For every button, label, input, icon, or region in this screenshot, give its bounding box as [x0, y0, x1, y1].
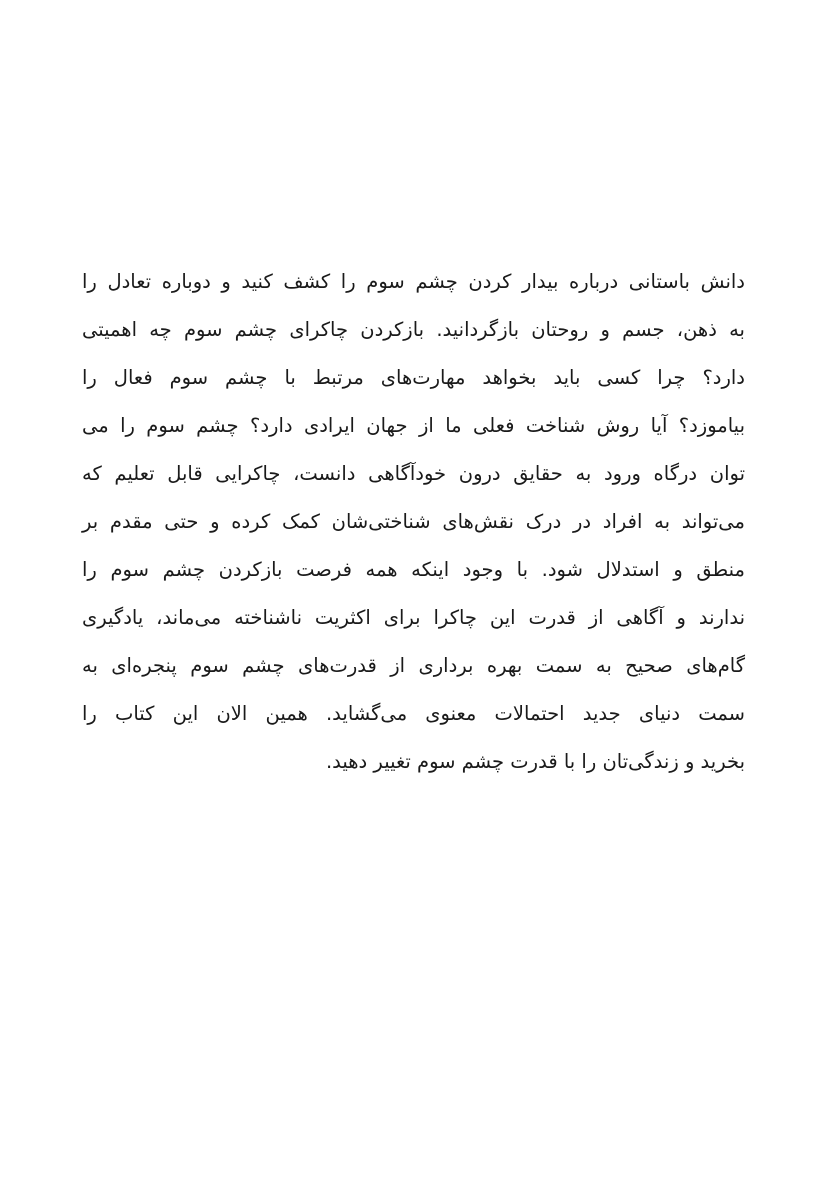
body-paragraph	[82, 258, 745, 786]
paragraph-line: به ذهن، جسم و روحتان بازگردانید. بازکردن چاکرای چشم سوم چه اهمیتی	[82, 318, 745, 341]
paragraph-line: گام‌های صحیح به سمت بهره برداری از قدرت‌های چشم سوم پنجره‌ای به	[82, 654, 745, 677]
paragraph-line-last: بخرید و زندگی‌تان را با قدرت چشم سوم تغییر دهید.	[325, 750, 745, 773]
paragraph-line: دارد؟ چرا کسی باید بخواهد مهارت‌های مرتبط با چشم سوم فعال را	[82, 366, 745, 389]
paragraph-line: بیاموزد؟ آیا روش شناخت فعلی ما از جهان ایرادی دارد؟ چشم سوم را می	[82, 414, 745, 437]
paragraph-line: دانش باستانی درباره بیدار کردن چشم سوم را کشف کنید و دوباره تعادل را	[82, 270, 745, 293]
paragraph-line: منطق و استدلال شود. با وجود اینکه همه فرصت بازکردن چشم سوم را	[82, 558, 745, 581]
paragraph-line: ندارند و آگاهی از قدرت این چاکرا برای اکثریت ناشناخته می‌ماند، یادگیری	[82, 606, 745, 629]
paragraph-line: می‌تواند به افراد در درک نقش‌های شناختی‌شان کمک کرده و حتی مقدم بر	[82, 510, 745, 533]
paragraph-line: سمت دنیای جدید احتمالات معنوی می‌گشاید. همین الان این کتاب را	[82, 702, 745, 725]
paragraph-line: توان درگاه ورود به حقایق درون خودآگاهی دانست، چاکرایی قابل تعلیم که	[82, 462, 745, 485]
